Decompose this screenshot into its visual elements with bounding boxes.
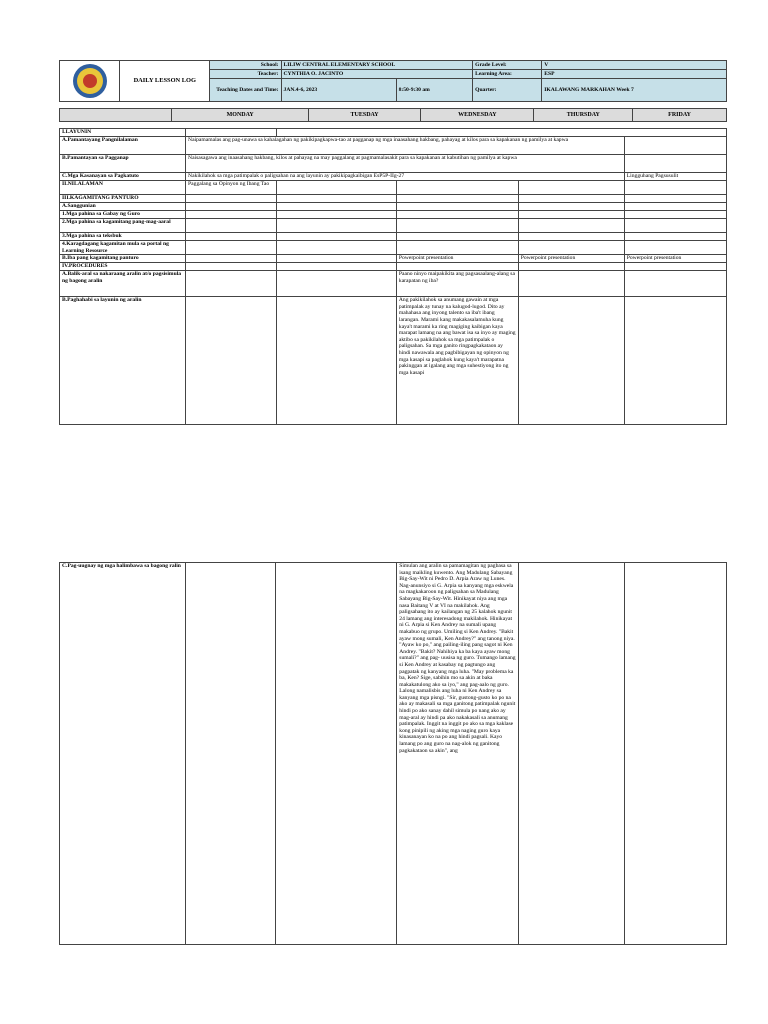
cell-empty <box>186 211 276 219</box>
day-friday: FRIDAY <box>633 109 727 122</box>
section-kagamitang-panturo: III.KAGAMITANG PANTURO <box>60 195 186 203</box>
cell-empty <box>624 137 726 155</box>
quarter-value: IKALAWANG MARKAHAN Week 7 <box>542 79 727 102</box>
cell-empty <box>186 195 276 203</box>
cell-empty <box>396 233 518 241</box>
cell-empty <box>276 233 396 241</box>
kasanayan-label: C.Mga Kasanayan sa Pagkatuto <box>60 173 186 181</box>
cell-empty <box>518 181 624 195</box>
cell-empty <box>518 211 624 219</box>
school-value: LILIW CENTRAL ELEMENTARY SCHOOL <box>281 61 473 70</box>
teksbuk-label: 3.Mga pahina sa teksbuk <box>60 233 186 241</box>
sanggunian-label: A.Sanggunian <box>60 203 186 211</box>
cell-empty <box>624 155 726 173</box>
teaching-dates-value: JAN.4-6, 2023 <box>281 79 396 102</box>
kasanayan-text: Nakikilahok sa mga patimpalak o paligsahan na ang layunin ay pakikipagkaibigan EsP5P-IIg-27 <box>186 173 625 181</box>
header-table <box>59 60 727 102</box>
cell-empty <box>625 563 727 945</box>
teacher-label: Teacher: <box>210 70 281 79</box>
cell-empty <box>185 563 275 945</box>
cell-empty <box>624 233 726 241</box>
cell-empty <box>276 263 396 271</box>
cell-empty <box>396 181 518 195</box>
cell-empty <box>624 271 726 297</box>
karagdagang-kagamitan-label: 4.Karagdagang kagamitan mula sa portal ng Learning Resource <box>60 241 186 255</box>
day-monday: MONDAY <box>172 109 309 122</box>
school-seal-logo <box>73 64 107 98</box>
nilalaman-label: II.NILALAMAN <box>60 181 186 195</box>
cell-empty <box>276 181 396 195</box>
teacher-value: CYNTHIA O. JACINTO <box>281 70 473 79</box>
cell-empty <box>276 563 397 945</box>
cell-empty <box>518 203 624 211</box>
teaching-dates-label: Teaching Dates and Time: <box>210 79 281 102</box>
cell-empty <box>186 271 276 297</box>
cell-empty <box>518 233 624 241</box>
school-logo-cell <box>60 61 120 102</box>
cell-empty <box>396 219 518 233</box>
cell-empty <box>186 203 276 211</box>
day-wednesday: WEDNESDAY <box>421 109 534 122</box>
days-header-row <box>59 108 727 122</box>
cell-empty <box>396 195 518 203</box>
cell-empty <box>186 241 276 255</box>
cell-empty <box>186 297 276 425</box>
cell-empty <box>276 129 726 137</box>
cell-empty <box>396 211 518 219</box>
lesson-table-page2 <box>59 562 727 945</box>
day-tuesday: TUESDAY <box>309 109 421 122</box>
cell-empty <box>624 211 726 219</box>
cell-empty <box>276 271 396 297</box>
teaching-time-value: 8:50-9:30 am <box>396 79 473 102</box>
section-procedures: IV.PROCEDURES <box>60 263 186 271</box>
nilalaman-text: Paggalang sa Opinyon ng Ibang Tao <box>186 181 276 195</box>
pamantayan-pagganap-label: B.Pamantayan sa Pagganap <box>60 155 186 173</box>
cell-empty <box>518 263 624 271</box>
quarter-label: Quarter: <box>473 79 542 102</box>
pamantayan-pagganap-text: Naisasagawa ang inaasahang hakbang, kilos at pahayag na may paggalang at pagmamalasakit para sa kapakanan at kabutihan ng pamilya at kapwa <box>186 155 625 173</box>
cell-empty <box>519 563 625 945</box>
cell-empty <box>624 263 726 271</box>
cell-empty <box>518 195 624 203</box>
cell-empty <box>186 233 276 241</box>
cell-empty <box>624 181 726 195</box>
cell-empty <box>276 211 396 219</box>
powerpoint-thursday: Powerpoint presentation <box>518 255 624 263</box>
grade-level-label: Grade Level: <box>473 61 542 70</box>
cell-empty <box>186 129 276 137</box>
cell-empty <box>624 219 726 233</box>
learning-area-label: Learning Area: <box>473 70 542 79</box>
lesson-table-page1 <box>59 128 727 425</box>
paghahabi-label: B.Paghahabi sa layunin ng aralin <box>60 297 186 425</box>
cell-empty <box>518 219 624 233</box>
cell-empty <box>276 203 396 211</box>
cell-empty <box>624 241 726 255</box>
powerpoint-wednesday: Powerpoint presentation <box>396 255 518 263</box>
pamantayang-pangnilalaman-text: Naipamamalas ang pag-unawa sa kahalagahan ng pakikipagkapwa-tao at pagganap ng mga inaasahang hakbang, pahayag at kilos para sa kapakanan ng pamilya at kapwa <box>186 137 625 155</box>
cell-empty <box>396 263 518 271</box>
cell-empty <box>624 297 726 425</box>
balik-aral-text: Paano ninyo maipakikita ang pagsasaalang-alang sa karapatan ng iba? <box>396 271 518 297</box>
day-thursday: THURSDAY <box>534 109 633 122</box>
cell-empty <box>276 219 396 233</box>
balik-aral-label: A.Balik-aral sa nakaraang aralin at/o pagsisimula ng bagong aralin <box>60 271 186 297</box>
cell-empty <box>624 195 726 203</box>
section-layunin: I.LAYUNIN <box>60 129 186 137</box>
cell-empty <box>518 271 624 297</box>
cell-empty <box>276 297 396 425</box>
pamantayang-pangnilalaman-label: A.Pamantayang Pangnilalaman <box>60 137 186 155</box>
cell-empty <box>624 203 726 211</box>
cell-empty <box>276 241 396 255</box>
pag-uugnay-text: Simulan ang aralin sa pamamagitan ng pagbasa sa isang maikling kuwento. Ang Madulang Sabayang Big-Say-Wit ni Pedro D. Arpia Araw ng Lunes. Nag-anunsiyo si G. Arpia sa kanyang mga eskwela na magkakaroon ng paligsahan sa Madulang Sabayang Big-Say-Wit. Hinikayat niya ang mga nasa Baitang V at VI na makilahok. Ang paligsahang ito ay kailangan ng 25 kalahok ngunit 24 lamang ang interesadong makilahok. Hinikayat ni G. Arpia si Ken Andrey na sumali upang makabuo ng grupo. Umiling si Ken Andrey. "Bakit ayaw mong sumali, Ken Andrey?" ang tanong niya. "Ayaw ko po," ang pailing-iling pang sagot ni Ken Andrey. "Bakit? Nahihiya ka ba kaya ayaw mong sumali?" ang pag- uusisa ng guro. Tumango lamang si Ken Andrey at kasabay ng pagtungo ang pagpatak ng kanyang mga luha. "May problema ka ba, Ken? Sige, sabihin mo sa akin at baka makakatulong ako sa iyo," ang pag-aalo ng guro. Lalong namalisbis ang luha ni Ken Andrey sa kanyang mga pisngi. "Sir, gustong-gusto ko po na ako ay makasali sa mga ganitong patimpalak ngunit hindi po ako sanay dahil simula po nang ako ay mag-aral ay hindi pa ako nakakasali sa anumang patimpalak. Inggit na inggit po ako sa mga kaklase kong pinipili ng aking mga naging guro kaya kinasanayan ko na po ang hindi pagsali. Kayo lamang po ang guro na nag-alok ng ganitong pagkakataon sa akin", ang <box>397 563 519 945</box>
school-label: School: <box>210 61 281 70</box>
cell-empty <box>276 255 396 263</box>
cell-empty <box>396 241 518 255</box>
pag-uugnay-label: C.Pag-uugnay ng mga halimbawa sa bagong ralin <box>60 563 186 945</box>
cell-empty <box>186 219 276 233</box>
kasanayan-friday: Lingguhang Pagsusulit <box>624 173 726 181</box>
cell-empty <box>518 241 624 255</box>
cell-empty <box>186 263 276 271</box>
document-title: DAILY LESSON LOG <box>120 61 210 102</box>
gabay-guro-label: 1.Mga pahina sa Gabay ng Guro <box>60 211 186 219</box>
paghahabi-text: Ang pakikilahok sa anumang gawain at mga patimpalak ay tunay na kalugod-lugod. Dito ay mahahasa ang inyong talento sa iba't ibang larangan. Marami kang makakasalamuha kung kaya't marami ka ring magiging kaibigan kaya marapat lamang na ang bawat isa sa inyo ay maging aktibo sa pakikilahok sa mga patimpalak o paligsahan. Sa mga ganito ringpagkakataon ay hindi nawawala ang pagbibigayan ng opinyon ng mga kasapi sa paglahok kung kaya't marapatna pakinggan at igalang ang mga suhestiyong ito ng mga kasapi <box>396 297 518 425</box>
days-blank-cell <box>60 109 172 122</box>
kagamitang-mag-aaral-label: 2.Mga pahina sa kagamitang pang-mag-aaral <box>60 219 186 233</box>
cell-empty <box>276 195 396 203</box>
cell-empty <box>186 255 276 263</box>
powerpoint-friday: Powerpoint presentation <box>624 255 726 263</box>
iba-pang-kagamitan-label: B.Iba pang kagamitang panturo <box>60 255 186 263</box>
grade-level-value: V <box>542 61 727 70</box>
cell-empty <box>396 203 518 211</box>
cell-empty <box>518 297 624 425</box>
learning-area-value: ESP <box>542 70 727 79</box>
